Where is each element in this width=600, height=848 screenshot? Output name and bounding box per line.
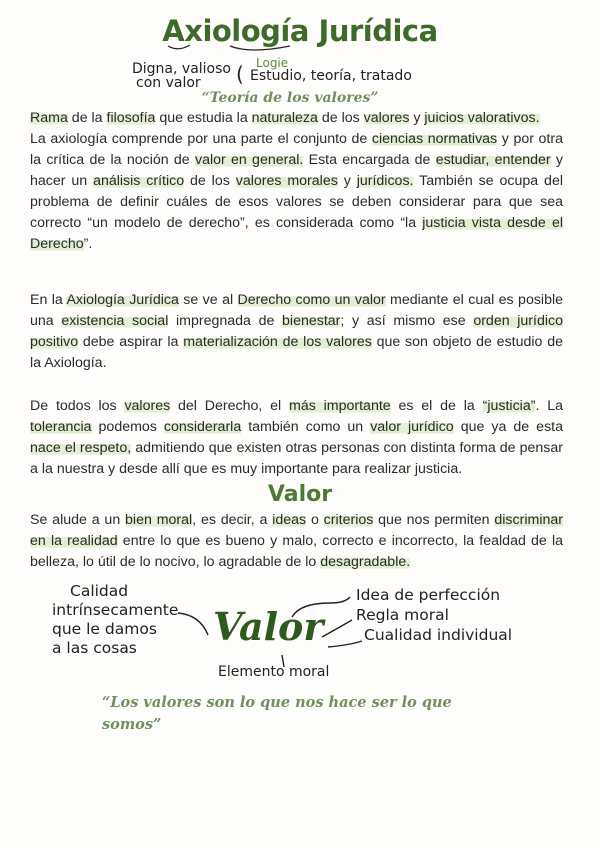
- closing-quote: [102, 692, 492, 736]
- section-heading-valor: Valor: [267, 482, 333, 507]
- text-span: materialización de los valores: [183, 334, 372, 350]
- text-span: justicia vista desde el Derecho: [30, 215, 563, 252]
- text-span: Se alude a un: [30, 512, 126, 528]
- text-span: filosofía: [106, 110, 156, 126]
- text-span: también como un: [241, 419, 371, 435]
- text-span: valores morales: [235, 173, 338, 189]
- text-span: ideas: [272, 512, 307, 528]
- text-span: estudiar, entender: [435, 152, 551, 168]
- annotation-digna-line2: con valor: [136, 75, 201, 91]
- text-span: existencia social: [61, 313, 169, 329]
- diagram-right-line3: Cualidad individual: [364, 626, 513, 644]
- diagram-left-line1: Calidad: [70, 582, 129, 600]
- text-span: ciencias normativas: [371, 131, 498, 147]
- text-span: y: [337, 173, 357, 189]
- text-span: que nos permiten: [373, 512, 495, 528]
- annotation-digna: [132, 62, 231, 90]
- text-span: que ya de esta: [453, 419, 563, 435]
- text-span: se ve al: [178, 292, 238, 308]
- text-span: de la: [67, 110, 107, 126]
- text-span: de los: [184, 173, 236, 189]
- diagram-center-valor: Valor: [213, 604, 324, 649]
- text-span: En la: [30, 292, 67, 308]
- annotation-bracket-icon: (: [236, 62, 244, 86]
- diagram-left-note: [52, 582, 178, 658]
- diagram-bottom-note: Elemento moral: [218, 664, 330, 680]
- annotation-estudio: Estudio, teoría, tratado: [250, 68, 412, 84]
- diagram-right-line1: Idea de perfección: [356, 586, 501, 604]
- text-span: nace el respeto,: [30, 440, 132, 456]
- text-span: valores: [363, 110, 410, 126]
- text-span: ”.: [83, 236, 93, 252]
- subtitle-quote: “Teoría de los valores”: [201, 90, 379, 106]
- text-span: y: [409, 110, 425, 126]
- text-span: análisis crítico: [93, 173, 185, 189]
- closing-quote-line1: “Los valores son lo que nos hace ser lo que: [102, 694, 452, 711]
- annotation-digna-line1: Digna, valioso: [132, 61, 231, 77]
- text-span: valor jurídico: [370, 419, 454, 435]
- text-span: valores: [124, 398, 171, 414]
- text-span: admitiendo que existen otras personas con distinta forma de pensar a la nuestra y desde allí que es muy importante para realizar justicia.: [30, 440, 563, 477]
- text-span: tolerancia: [30, 419, 92, 435]
- text-span: Esta encargada de: [303, 152, 436, 168]
- text-span: Derecho como un valor: [237, 292, 386, 308]
- text-span: o: [306, 512, 324, 528]
- paragraph-1: [30, 108, 563, 255]
- text-span: es el de la: [390, 398, 483, 414]
- paragraph-4: [30, 510, 563, 573]
- text-span: de los: [317, 110, 364, 126]
- text-span: que son objeto de estudio de la Axiología.: [30, 334, 563, 371]
- text-span: orden jurídico positivo: [30, 313, 563, 350]
- text-span: y hacer un: [30, 152, 563, 189]
- text-span: También se ocupa del problema de definir cuáles de esos valores se deben considerar para que sea correcto “un modelo de derecho”, es considerada como “la: [30, 173, 563, 231]
- diagram-right-notes: [356, 585, 512, 645]
- text-span: criterios: [323, 512, 374, 528]
- text-span: desagradable.: [320, 554, 411, 570]
- text-span: juicios valorativos.: [424, 110, 540, 126]
- text-span: ; y así mismo ese: [340, 313, 474, 329]
- text-span: Rama: [30, 110, 68, 126]
- text-span: bien moral: [125, 512, 193, 528]
- page-title: Axiología Jurídica: [162, 14, 438, 48]
- diagram-left-line4: a las cosas: [52, 639, 137, 657]
- text-span: , es decir, a: [192, 512, 273, 528]
- text-span: . La: [535, 398, 563, 414]
- text-span: considerarla: [163, 419, 242, 435]
- closing-quote-line2: somos”: [102, 716, 162, 733]
- paragraph-2: [30, 290, 563, 374]
- text-span: mediante el cual es posible una: [30, 292, 564, 329]
- annotation-logie: Logie: [256, 56, 289, 70]
- paragraph-3: [30, 396, 563, 480]
- text-span: jurídicos.: [356, 173, 414, 189]
- text-span: del Derecho, el: [170, 398, 290, 414]
- text-span: De todos los: [30, 398, 125, 414]
- text-span: “justicia”: [482, 398, 536, 414]
- diagram-left-line3: que le damos: [52, 620, 157, 638]
- text-span: más importante: [289, 398, 391, 414]
- text-span: impregnada de: [168, 313, 283, 329]
- text-span: entre lo que es bueno y malo, correcto e incorrecto, la fealdad de la belleza, lo útil de lo nocivo, lo agradable de lo: [30, 533, 564, 570]
- text-span: bienestar: [282, 313, 341, 329]
- text-span: podemos: [91, 419, 164, 435]
- diagram-left-line2: intrínsecamente: [52, 601, 179, 619]
- text-span: valor en general.: [194, 152, 304, 168]
- diagram-right-line2: Regla moral: [356, 606, 449, 624]
- text-span: y por otra la crítica de la noción de: [30, 131, 563, 168]
- text-span: debe aspirar la: [78, 334, 184, 350]
- text-span: Axiología Jurídica: [66, 292, 179, 308]
- text-span: naturaleza: [251, 110, 318, 126]
- text-span: discriminar en la realidad: [30, 512, 563, 549]
- text-span: que estudia la: [155, 110, 252, 126]
- text-span: La axiología comprende por una parte el conjunto de: [30, 131, 372, 147]
